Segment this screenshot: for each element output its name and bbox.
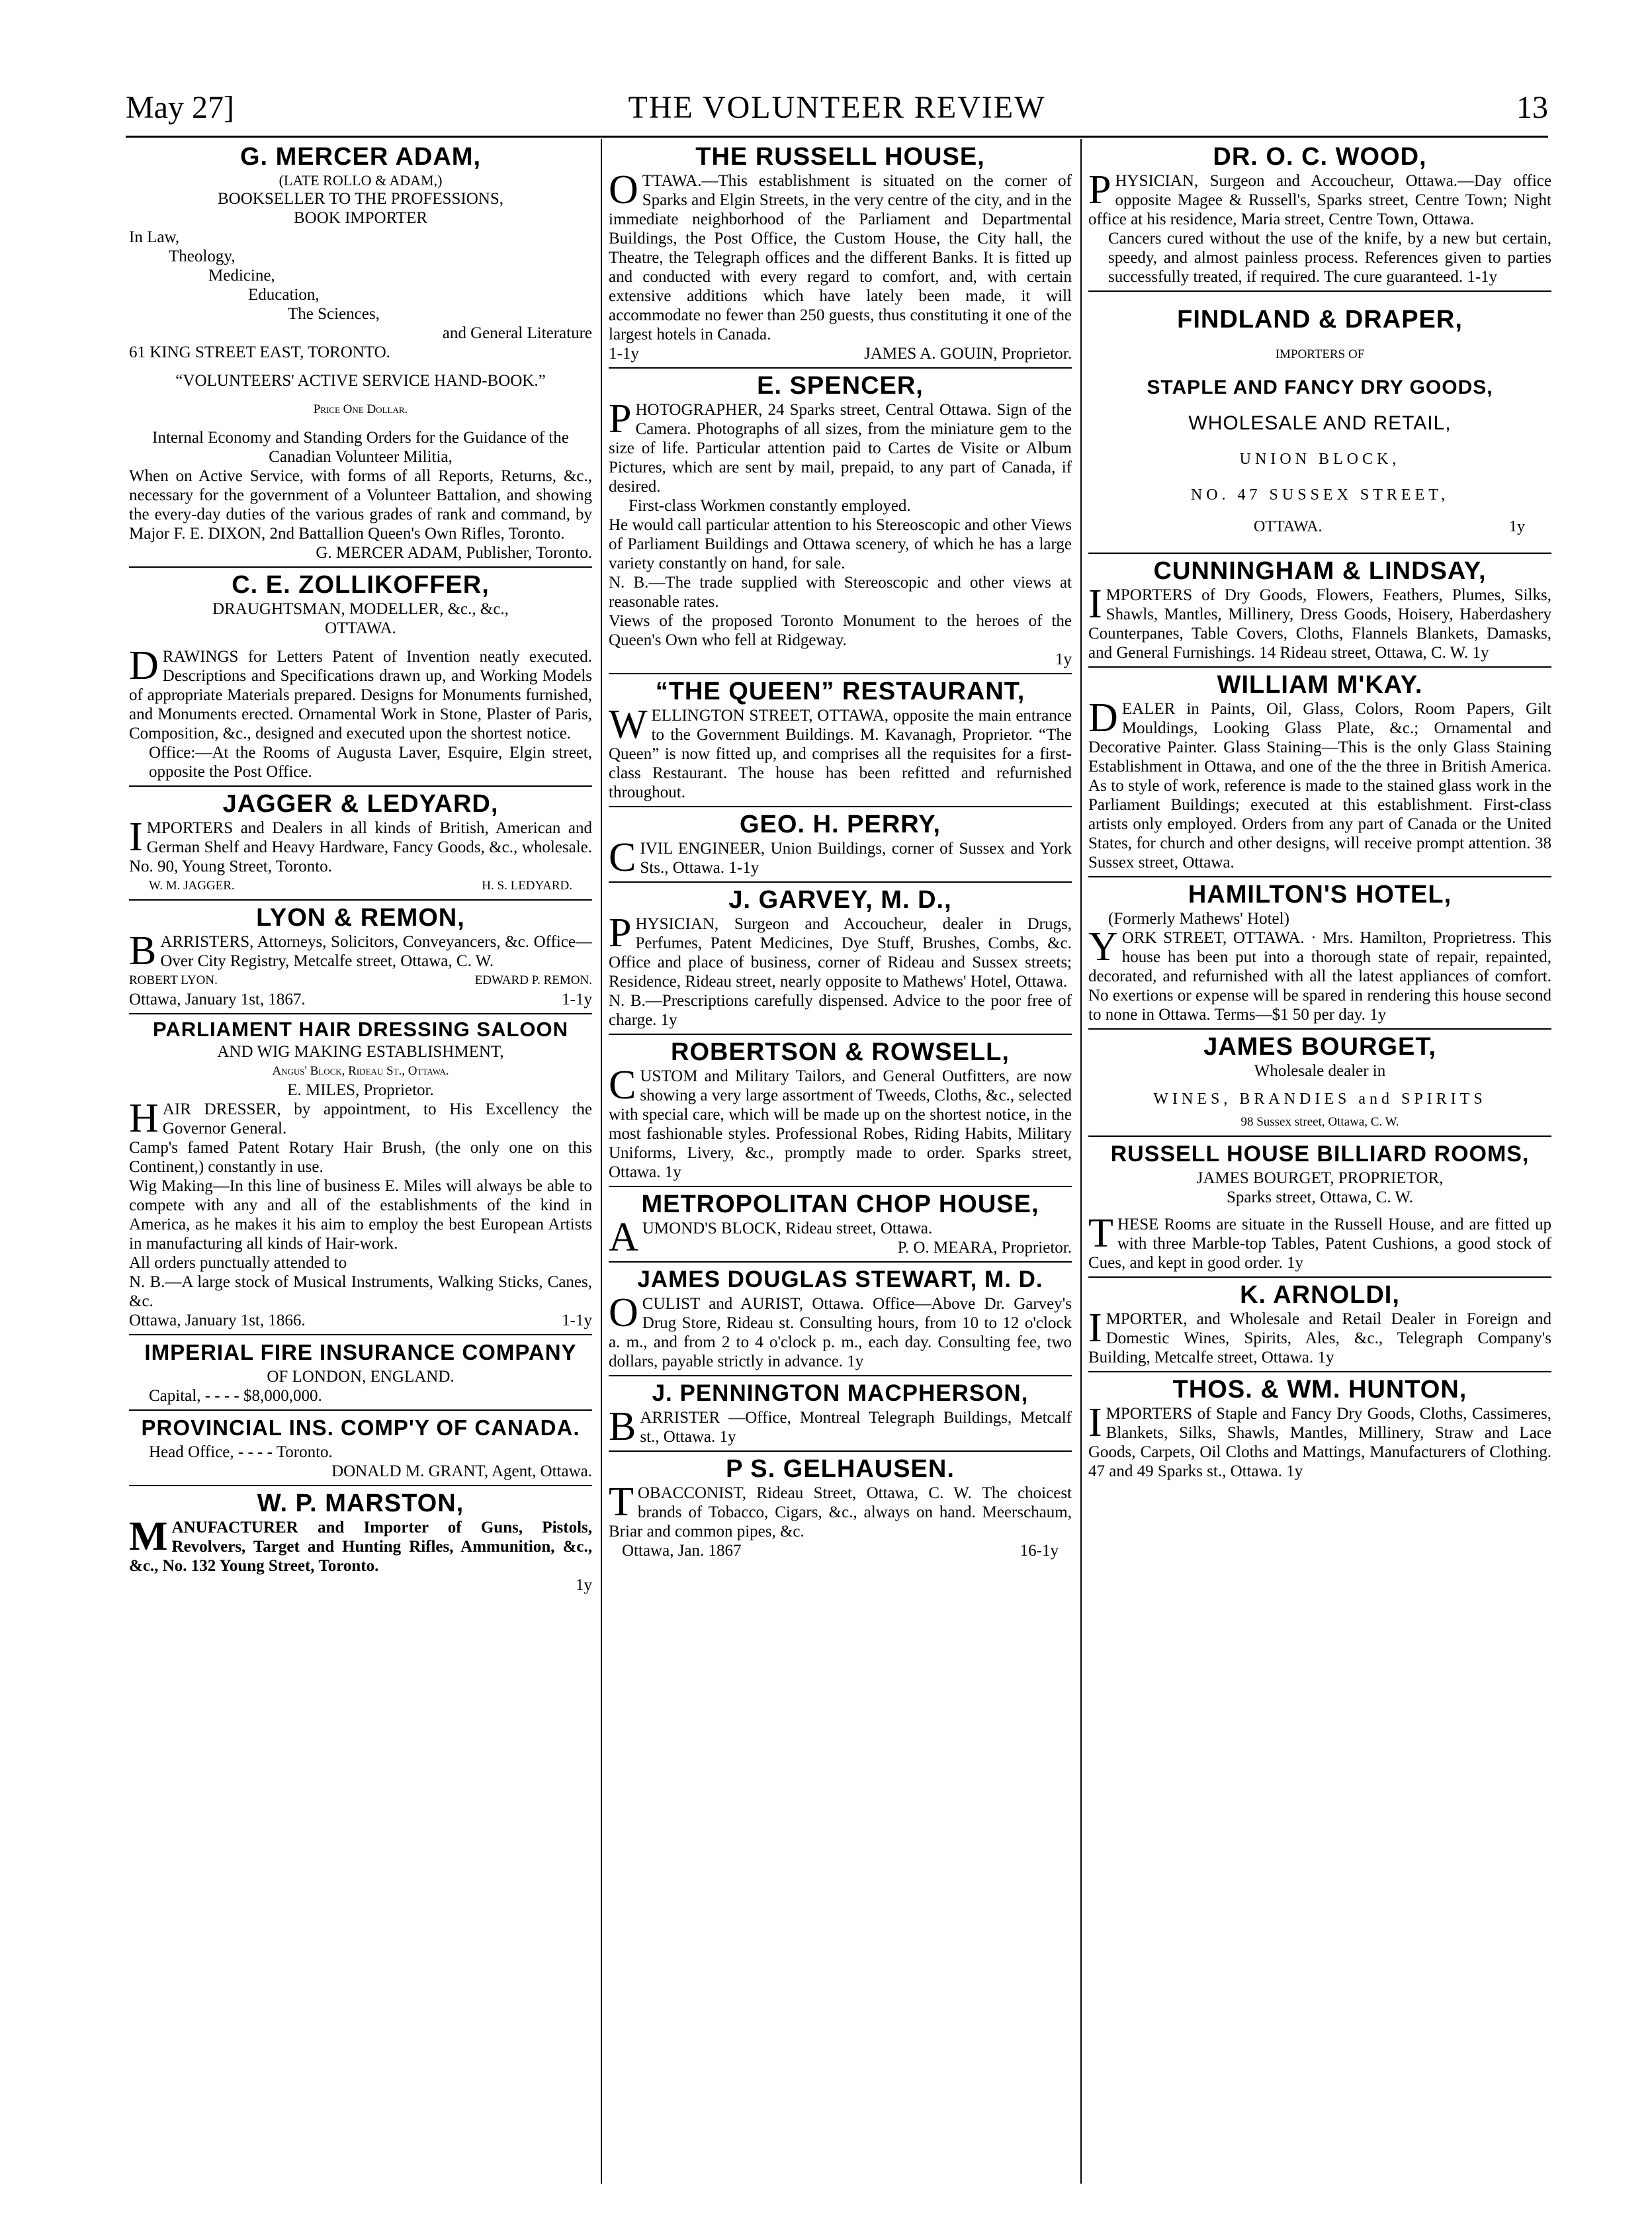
- ad-proprietor: JAMES A. GOUIN, Proprietor.: [864, 345, 1072, 363]
- ad-para: Wig Making—In this line of business E. Miles will always be able to compete with any and all of the establishments of the kind in America, as he makes it his aim to employ the best European Artists in manufacturing all kinds of Hair-work.: [129, 1177, 592, 1253]
- ad-garvey: [609, 885, 1072, 1035]
- ad-queen-restaurant: [609, 677, 1072, 807]
- ad-footer: [129, 1311, 592, 1330]
- ad-line: WINES, BRANDIES and SPIRITS: [1153, 1091, 1487, 1108]
- ad-body-text: MPORTERS of Dry Goods, Flowers, Feathers, Plumes, Silks, Shawls, Mantles, Millinery, Dress Goods, Hoisery, Haberdashery Counterpanes, Table Covers, Cloths, Flannels Blankets, Damasks, and General Furnishings. 14 Rideau street, Ottawa, C. W.: [1088, 586, 1551, 662]
- signature: W. M. JAGGER.: [149, 879, 235, 893]
- ad-mercer-adam: [129, 142, 592, 568]
- ad-body-text: TTAWA.—This establishment is situated on the corner of Sparks and Elgin Streets, in the very centre of the city, and in the immediate neighborhood of the Parliament and Departmental Buildings, the Post Office, the Custom House, the City hall, the Theatre, the Telegraph offices and the different Banks. It is fitted up and conducted with every regard to comfort, and, with certain extensive additions which have lately been made, it will accommodate no fewer than 250 guests, thus constituting it one of the largest hotels in Canada.: [609, 172, 1072, 343]
- ad-arnoldi: [1088, 1280, 1551, 1372]
- ad-body-text: ELLINGTON STREET, OTTAWA, opposite the main entrance to the Government Buildings. M. Kavanagh, Proprietor. “The Queen” is now fitted up, and comprises all the requisites for a first-class Restaurant. The house has been refitted and refurnished throughout.: [609, 707, 1072, 801]
- ad-title: THOS. & WM. HUNTON,: [1172, 1376, 1467, 1403]
- ad-address: 61 KING STREET EAST, TORONTO.: [129, 343, 390, 361]
- ad-body: [609, 396, 1072, 496]
- ad-billiard-rooms: [1088, 1139, 1551, 1278]
- ad-address: 98 Sussex street, Ottawa, C. W.: [1240, 1115, 1399, 1129]
- drop-cap: C: [609, 1063, 636, 1108]
- ad-para-text: N. B.—Prescriptions carefully dispensed. Advice to the poor free of charge.: [609, 992, 1072, 1029]
- ad-desc: Internal Economy and Standing Orders for the Guidance of the Canadian Volunteer Militia,: [152, 429, 569, 466]
- ad-marston: [129, 1489, 592, 1599]
- ad-publisher: G. MERCER ADAM, Publisher, Toronto.: [316, 544, 592, 562]
- ad-line: NO. 47 SUSSEX STREET,: [1190, 486, 1450, 504]
- drop-cap: T: [1088, 1211, 1113, 1256]
- ad-para: Camp's famed Patent Rotary Hair Brush, (the only one on this Continent,) constantly in use.: [129, 1139, 592, 1176]
- signature: ROBERT LYON.: [129, 973, 218, 987]
- ad-subtitle: OTTAWA.: [325, 619, 396, 637]
- ad-para: N. B.—A large stock of Musical Instruments, Walking Sticks, Canes, &c.: [129, 1273, 592, 1310]
- signature: EDWARD P. REMON.: [474, 973, 592, 987]
- ad-title: G. MERCER ADAM,: [239, 143, 482, 171]
- drop-cap: D: [1088, 695, 1118, 740]
- ad-signatures: [129, 971, 592, 990]
- ad-title: PARLIAMENT HAIR DRESSING SALOON: [152, 1018, 569, 1041]
- issue-date: May 27]: [126, 90, 234, 125]
- drop-cap: T: [609, 1480, 634, 1525]
- ad-body: [1088, 167, 1551, 229]
- ad-footer: [1088, 508, 1551, 549]
- ad-title: P S. GELHAUSEN.: [726, 1455, 955, 1483]
- ad-body: [129, 928, 592, 973]
- ad-macpherson: [609, 1379, 1072, 1452]
- drop-cap: C: [609, 835, 636, 880]
- ad-subtitle: AND WIG MAKING ESTABLISHMENT,: [217, 1043, 504, 1061]
- ad-para: [609, 991, 1072, 1030]
- drop-cap: B: [129, 928, 157, 973]
- ad-body-text: HYSICIAN, Surgeon and Accoucheur, dealer in Drugs, Perfumes, Patent Medicines, Dye Stuff, Brushes, Combs, &c. Office and place of business, corner of Rideau and Sussex streets; Residence, Rideau street, nearly opposite to Mathews' Hotel, Ottawa.: [609, 915, 1072, 991]
- ad-body: [609, 1063, 1072, 1182]
- drop-cap: A: [609, 1215, 638, 1260]
- ad-provincial-ins: [129, 1413, 592, 1486]
- ad-subtitle: OF LONDON, ENGLAND.: [267, 1368, 455, 1386]
- ad-subtitle: IMPORTERS OF: [1275, 347, 1365, 361]
- ad-body: [609, 1404, 1072, 1449]
- ad-body-text: RAWINGS for Letters Patent of Invention neatly executed. Descriptions and Specifications drawn up, and Working Models of appropriate Materials prepared. Designs for Monuments furnished, and Monuments erected. Ornamental Work in Stone, Plaster of Paris, Composition, &c., designed and executed upon the shortest notice.: [129, 648, 592, 742]
- ad-zollikoffer: [129, 570, 592, 787]
- ad-cunningham-lindsay: [1088, 556, 1551, 668]
- ad-term: 1y: [1509, 518, 1525, 535]
- ad-robertson-rowsell: [609, 1038, 1072, 1187]
- ad-title: LYON & REMON,: [256, 904, 465, 932]
- ad-body: [129, 643, 592, 743]
- ad-bourget: [1088, 1032, 1551, 1137]
- ad-title: HAMILTON'S HOTEL,: [1188, 881, 1452, 909]
- ad-spencer: [609, 371, 1072, 674]
- ad-subtitle: E. MILES, Proprietor.: [287, 1081, 434, 1099]
- ad-term: 1y: [660, 1011, 677, 1029]
- ad-para-text: Cancers cured without the use of the knife, by a new but certain, speedy, and almost painless process. References given to parties successfully treated, if required. The cure guaranteed.: [1108, 230, 1551, 286]
- ad-term: 16-1y: [1020, 1542, 1059, 1560]
- ad-footer: [609, 344, 1072, 363]
- ad-term: 1y: [1055, 650, 1072, 668]
- ad-para: All orders punctually attended to: [129, 1254, 347, 1272]
- ad-imperial-fire: [129, 1338, 592, 1411]
- ad-footer: [609, 1541, 1072, 1560]
- ad-stewart: [609, 1265, 1072, 1376]
- ad-body-text: MPORTERS and Dealers in all kinds of British, American and German Shelf and Heavy Hardware, Fancy Goods, &c., wholesale. No. 90, Young Street, Toronto.: [129, 819, 592, 875]
- ad-term: 1y: [576, 1576, 592, 1594]
- ad-book-title: “VOLUNTEERS' ACTIVE SERVICE HAND-BOOK.”: [175, 372, 546, 390]
- ad-body: [1088, 695, 1551, 872]
- ad-term: 1-1y: [609, 345, 639, 363]
- column-divider: [601, 139, 602, 2184]
- ad-title: FINDLAND & DRAPER,: [1177, 306, 1463, 334]
- ad-subtitle: JAMES BOURGET, PROPRIETOR,: [1196, 1169, 1444, 1187]
- ad-line: WHOLESALE AND RETAIL,: [1188, 412, 1452, 434]
- ad-proprietor: P. O. MEARA, Proprietor.: [897, 1239, 1072, 1257]
- ad-body: [1088, 582, 1551, 662]
- ad-title: C. E. ZOLLIKOFFER,: [232, 571, 490, 599]
- ad-term: 1y: [1472, 644, 1489, 662]
- ad-line: Theology,: [169, 247, 236, 265]
- ad-line: STAPLE AND FANCY DRY GOODS,: [1147, 377, 1493, 398]
- drop-cap: B: [609, 1404, 636, 1449]
- ad-title: JAMES BOURGET,: [1203, 1033, 1436, 1061]
- ad-body: [609, 1480, 1072, 1541]
- ad-term: 1y: [1286, 1254, 1303, 1272]
- ad-title: CUNNINGHAM & LINDSAY,: [1153, 557, 1487, 585]
- ad-line: BOOKSELLER TO THE PROFESSIONS,: [217, 190, 504, 208]
- ad-body: [129, 1514, 592, 1576]
- ad-body-text: CULIST and AURIST, Ottawa. Office—Above Dr. Garvey's Drug Store, Rideau st. Consulting hours, from 10 to 12 o'clock a. m., and from 2 to 4 o'clock p. m., each day. Consulting fee, two dollars, payable strictly in advance.: [609, 1295, 1072, 1370]
- column-right: [1088, 142, 1551, 2177]
- ad-body: [1088, 924, 1551, 1024]
- ad-lyon-remon: [129, 903, 592, 1014]
- ad-body: [129, 1096, 592, 1141]
- signature: H. S. LEDYARD.: [482, 879, 572, 893]
- ad-para: He would call particular attention to his Stereoscopic and other Views of Parliament Buildings and Ottawa scenery, of which he has a large variety constantly on hand, for sale.: [609, 516, 1072, 572]
- ad-term: 1-1y: [1467, 268, 1498, 286]
- ad-body: [129, 815, 592, 876]
- page-number: 13: [1516, 90, 1548, 125]
- ad-body-text: HOTOGRAPHER, 24 Sparks street, Central Ottawa. Sign of the Camera. Photographs of all sizes, from the miniature gem to the size of life. Particular attention paid to Cartes de Visite or Album Pictures, which are sent by mail, prepaid, to any part of Canada, if desired.: [609, 401, 1072, 496]
- ad-body-text: AIR DRESSER, by appointment, to His Excellency the Governor General.: [162, 1100, 592, 1137]
- ad-para: First-class Workmen constantly employed.: [629, 497, 911, 515]
- ad-line: OTTAWA.: [1254, 518, 1323, 535]
- ad-body-text: MPORTERS of Staple and Fancy Dry Goods, Cloths, Cassimeres, Blankets, Silks, Shawls, Mantles, Millinery, Straw and Lace Goods, Carpets, Oil Cloths and Mattings, Manufacturers of Clothing. 47 and 49 Sparks st., Ottawa.: [1088, 1405, 1551, 1480]
- ad-line: UNION BLOCK,: [1239, 451, 1401, 468]
- ad-date: Ottawa, January 1st, 1867.: [129, 991, 306, 1008]
- ad-subtitle: Angus' Block, Rideau St., Ottawa.: [272, 1064, 449, 1078]
- ad-subtitle: Sparks street, Ottawa, C. W.: [1227, 1188, 1413, 1206]
- ad-capital: Capital, - - - - $8,000,000.: [149, 1387, 322, 1405]
- ad-findland-draper: [1088, 305, 1551, 554]
- page-header: [126, 89, 1548, 138]
- ad-hamilton-hotel: [1088, 880, 1551, 1030]
- ad-body-text: ARRISTER —Office, Montreal Telegraph Buildings, Metcalf st., Ottawa.: [640, 1409, 1072, 1446]
- ad-footer: [129, 990, 592, 1009]
- drop-cap: P: [609, 911, 632, 956]
- column-left: [129, 142, 592, 2177]
- ad-term: 1y: [847, 1353, 864, 1370]
- ad-agent: DONALD M. GRANT, Agent, Ottawa.: [331, 1462, 592, 1480]
- ad-subtitle: DRAUGHTSMAN, MODELLER, &c., &c.,: [212, 600, 509, 618]
- ad-title: RUSSELL HOUSE BILLIARD ROOMS,: [1110, 1141, 1530, 1167]
- ad-term: 1y: [1317, 1349, 1334, 1366]
- drop-cap: I: [129, 815, 143, 860]
- ad-body-text: ARRISTERS, Attorneys, Solicitors, Conveyancers, &c. Office—Over City Registry, Metcalfe street, Ottawa, C. W.: [160, 933, 592, 970]
- ad-body-text: IVIL ENGINEER, Union Buildings, corner of Sussex and York Sts., Ottawa.: [640, 840, 1072, 877]
- ad-para: Views of the proposed Toronto Monument to the heroes of the Queen's Own who fell at Ridgeway.: [609, 612, 1072, 649]
- ad-subtitle: (Formerly Mathews' Hotel): [1108, 910, 1289, 928]
- ad-desc: When on Active Service, with forms of all Reports, Returns, &c., necessary for the government of a Volunteer Battalion, and showing the every-day duties of the various grades of rank and command, by Major F. E. DIXON, 2nd Battallion Queen's Own Rifles, Toronto.: [129, 467, 592, 543]
- ad-body-text: OBACCONIST, Rideau Street, Ottawa, C. W. The choicest brands of Tobacco, Cigars, &c., always on hand. Meerschaum, Briar and common pipes, &c.: [609, 1484, 1072, 1540]
- ad-body: [1088, 1306, 1551, 1367]
- ad-wood: [1088, 142, 1551, 292]
- ad-title: IMPERIAL FIRE INSURANCE COMPANY: [144, 1340, 577, 1364]
- ad-title: JAMES DOUGLAS STEWART, M. D.: [637, 1267, 1043, 1292]
- drop-cap: O: [609, 167, 638, 212]
- ad-title: W. P. MARSTON,: [257, 1490, 464, 1517]
- ad-title: “THE QUEEN” RESTAURANT,: [655, 678, 1025, 705]
- ad-line: and General Literature: [442, 324, 592, 342]
- ad-office: Head Office, - - - - Toronto.: [149, 1443, 333, 1461]
- ad-body-text: ANUFACTURER and Importer of Guns, Pistols, Revolvers, Target and Hunting Rifles, Ammunition, &c., &c., No. 132 Young Street, Toronto.: [129, 1519, 592, 1575]
- ad-term: 1-1y: [728, 859, 760, 877]
- ad-office: Office:—At the Rooms of Augusta Laver, Esquire, Elgin street, opposite the Post Office.: [149, 744, 592, 781]
- ad-title: E. SPENCER,: [757, 372, 924, 400]
- drop-cap: P: [1088, 167, 1111, 212]
- ad-title: PROVINCIAL INS. COMP'Y OF CANADA.: [141, 1415, 580, 1440]
- ad-title: J. GARVEY, M. D.,: [728, 886, 952, 914]
- ad-line: In Law,: [129, 228, 180, 246]
- ad-body-text: ORK STREET, OTTAWA. · Mrs. Hamilton, Proprietress. This house has been put into a thorough state of repair, repainted, decorated, and refurnished with all the latest appliances of comfort. No exertions or expense will be spared in rendering this house second to none in Ottawa. Terms—$1 50 per day.: [1088, 929, 1551, 1024]
- ad-hair-saloon: [129, 1017, 592, 1335]
- ad-title: DR. O. C. WOOD,: [1213, 143, 1427, 171]
- column-middle: [609, 142, 1072, 2177]
- drop-cap: H: [129, 1096, 159, 1141]
- ad-body: [609, 835, 1072, 880]
- ad-title: J. PENNINGTON MACPHERSON,: [652, 1380, 1029, 1406]
- ad-body-text: EALER in Paints, Oil, Glass, Colors, Room Papers, Gilt Mouldings, Looking Glass Plate, &c.; Ornamental and Decorative Painter. Glass Staining—This is the only Glass Staining Establishment in Ottawa, and one of the the three in British America. As to style of work, reference is made to the stained glass work in the Parliament Buildings; executed at this establishment. First-class artists only employed. Orders from any part of Canada or the United States, for church and other designs, will receive prompt attention. 38 Sussex street, Ottawa.: [1088, 700, 1551, 871]
- ad-hunton: [1088, 1375, 1551, 1485]
- ad-body-text: UMOND'S BLOCK, Rideau street, Ottawa.: [642, 1220, 933, 1237]
- drop-cap: I: [1088, 582, 1102, 627]
- ad-body-text: HYSICIAN, Surgeon and Accoucheur, Ottawa.—Day office opposite Magee & Russell's, Sparks street, Centre Town; Night office at his residence, Maria street, Centre Town, Ottawa.: [1088, 172, 1551, 228]
- ad-gelhausen: [609, 1454, 1072, 1564]
- ad-chop-house: [609, 1190, 1072, 1263]
- drop-cap: M: [129, 1514, 168, 1559]
- ad-title: K. ARNOLDI,: [1240, 1281, 1400, 1309]
- ad-term: 1-1y: [562, 991, 592, 1008]
- ad-line: Medicine,: [208, 267, 275, 285]
- ad-body: [609, 911, 1072, 991]
- ad-body: [1088, 1211, 1551, 1272]
- ad-mkay: [1088, 670, 1551, 877]
- ad-title: THE RUSSELL HOUSE,: [695, 143, 985, 171]
- ad-body-text: HESE Rooms are situate in the Russell House, and are fitted up with three Marble-top Tables, Patent Cushions, a good stock of Cues, and kept in good order.: [1088, 1216, 1551, 1272]
- drop-cap: Y: [1088, 924, 1118, 969]
- ad-date: Ottawa, January 1st, 1866.: [129, 1312, 306, 1329]
- ad-body: [609, 1290, 1072, 1371]
- ad-russell-house: [609, 142, 1072, 369]
- ad-term: 1y: [1369, 1006, 1387, 1024]
- ad-title: WILLIAM M'KAY.: [1217, 671, 1423, 699]
- ad-title: GEO. H. PERRY,: [740, 811, 941, 838]
- ad-term: 1y: [664, 1163, 681, 1181]
- ad-body-text: USTOM and Military Tailors, and General Outfitters, are now showing a very large assortment of Tweeds, Cloths, &c., selected with special care, which will be made up on the shortest notice, in the most fashionable styles. Professional Robes, Riding Habits, Military Uniforms, Livery, &c., promptly made to order. Sparks street, Ottawa.: [609, 1067, 1072, 1181]
- ad-date: Ottawa, Jan. 1867: [622, 1542, 742, 1560]
- ad-subtitle: Wholesale dealer in: [1254, 1062, 1386, 1080]
- ad-title: METROPOLITAN CHOP HOUSE,: [641, 1190, 1039, 1218]
- ad-line: The Sciences,: [288, 305, 380, 323]
- ad-term: 1y: [719, 1428, 736, 1446]
- column-divider: [1080, 139, 1082, 2184]
- ad-line: BOOK IMPORTER: [294, 209, 427, 227]
- ad-line: Education,: [248, 286, 320, 304]
- ad-jagger-ledyard: [129, 789, 592, 901]
- ad-term: 1y: [1286, 1462, 1303, 1480]
- drop-cap: D: [129, 643, 159, 688]
- ad-body: [609, 702, 1072, 802]
- ad-signatures: [129, 876, 592, 895]
- ad-price: Price One Dollar.: [313, 402, 408, 416]
- ad-body-text: MPORTER, and Wholesale and Retail Dealer in Foreign and Domestic Wines, Spirits, Ales, &c., Telegraph Company's Building, Metcalfe street, Ottawa.: [1088, 1310, 1551, 1366]
- ad-body: [609, 167, 1072, 344]
- ad-para: [1088, 229, 1551, 287]
- ad-term: 1-1y: [562, 1312, 592, 1329]
- drop-cap: I: [1088, 1400, 1102, 1445]
- ad-perry: [609, 810, 1072, 883]
- drop-cap: P: [609, 396, 632, 441]
- ad-body: [1088, 1400, 1551, 1481]
- ad-title: ROBERTSON & ROWSELL,: [671, 1038, 1010, 1066]
- drop-cap: W: [609, 702, 648, 747]
- drop-cap: I: [1088, 1306, 1102, 1351]
- ad-subtitle: (LATE ROLLO & ADAM,): [279, 172, 443, 189]
- ad-title: JAGGER & LEDYARD,: [222, 790, 499, 818]
- newspaper-title: THE VOLUNTEER REVIEW: [628, 90, 1046, 125]
- drop-cap: O: [609, 1290, 638, 1335]
- ad-para: N. B.—The trade supplied with Stereoscopic and other views at reasonable rates.: [609, 574, 1072, 611]
